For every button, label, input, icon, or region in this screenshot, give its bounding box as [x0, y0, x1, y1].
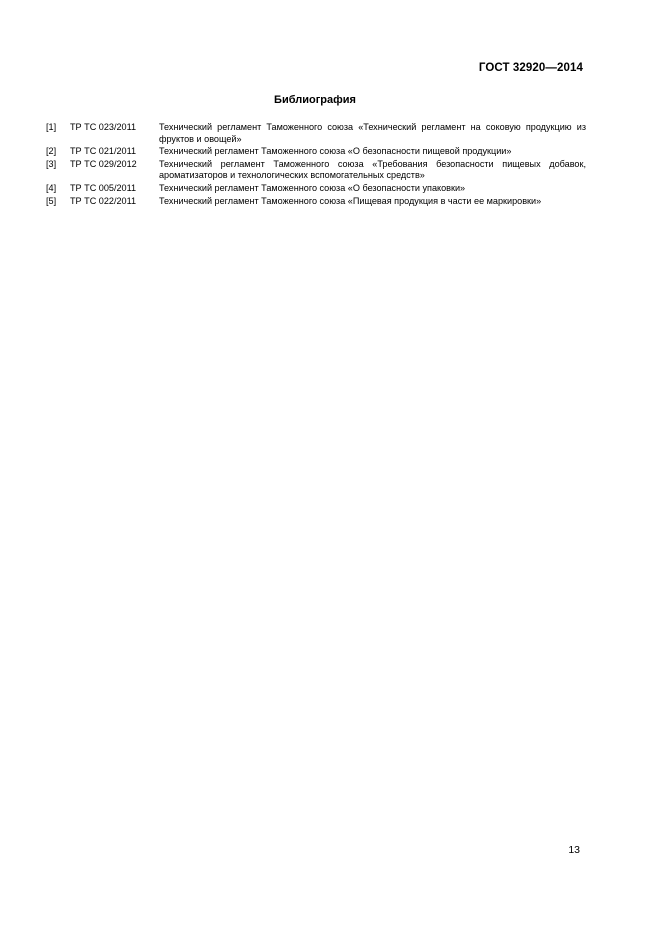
page-number: 13: [568, 844, 580, 856]
entry-code: ТР ТС 023/2011: [70, 122, 137, 132]
entry-number: [2]: [46, 146, 57, 157]
entry-code: ТР ТС 005/2011: [70, 182, 137, 193]
bibliography-entry: [46, 146, 586, 158]
entry-title: Технический регламент Таможенного союза «Требования безопасности пищевых добавок, ароматизаторов и технологических вспомогательных средств»: [159, 158, 586, 181]
bibliography-entry: [46, 196, 586, 208]
entry-title: Технический регламент Таможенного союза «Технический регламент на соковую продукцию из фруктов и овощей»: [159, 122, 586, 144]
entry-title: Технический регламент Таможенного союза «Пищевая продукция в части ее маркировки»: [159, 195, 542, 206]
bibliography-entry: [46, 122, 586, 145]
entry-code: ТР ТС 029/2012: [70, 158, 137, 169]
entry-number: [1]: [46, 122, 57, 132]
entry-code: ТР ТС 021/2011: [70, 146, 137, 157]
bibliography-list: [46, 122, 586, 207]
entry-number: [4]: [46, 182, 57, 193]
entry-title: Технический регламент Таможенного союза «О безопасности пищевой продукции»: [159, 146, 512, 157]
bibliography-entry: [46, 183, 586, 195]
entry-title: Технический регламент Таможенного союза «О безопасности упаковки»: [159, 182, 466, 193]
section-title: Библиография: [274, 94, 356, 106]
bibliography-entry: [46, 159, 586, 182]
entry-number: [3]: [46, 158, 57, 169]
entry-number: [5]: [46, 195, 57, 206]
entry-code: ТР ТС 022/2011: [70, 195, 137, 206]
document-code: ГОСТ 32920—2014: [478, 62, 583, 74]
